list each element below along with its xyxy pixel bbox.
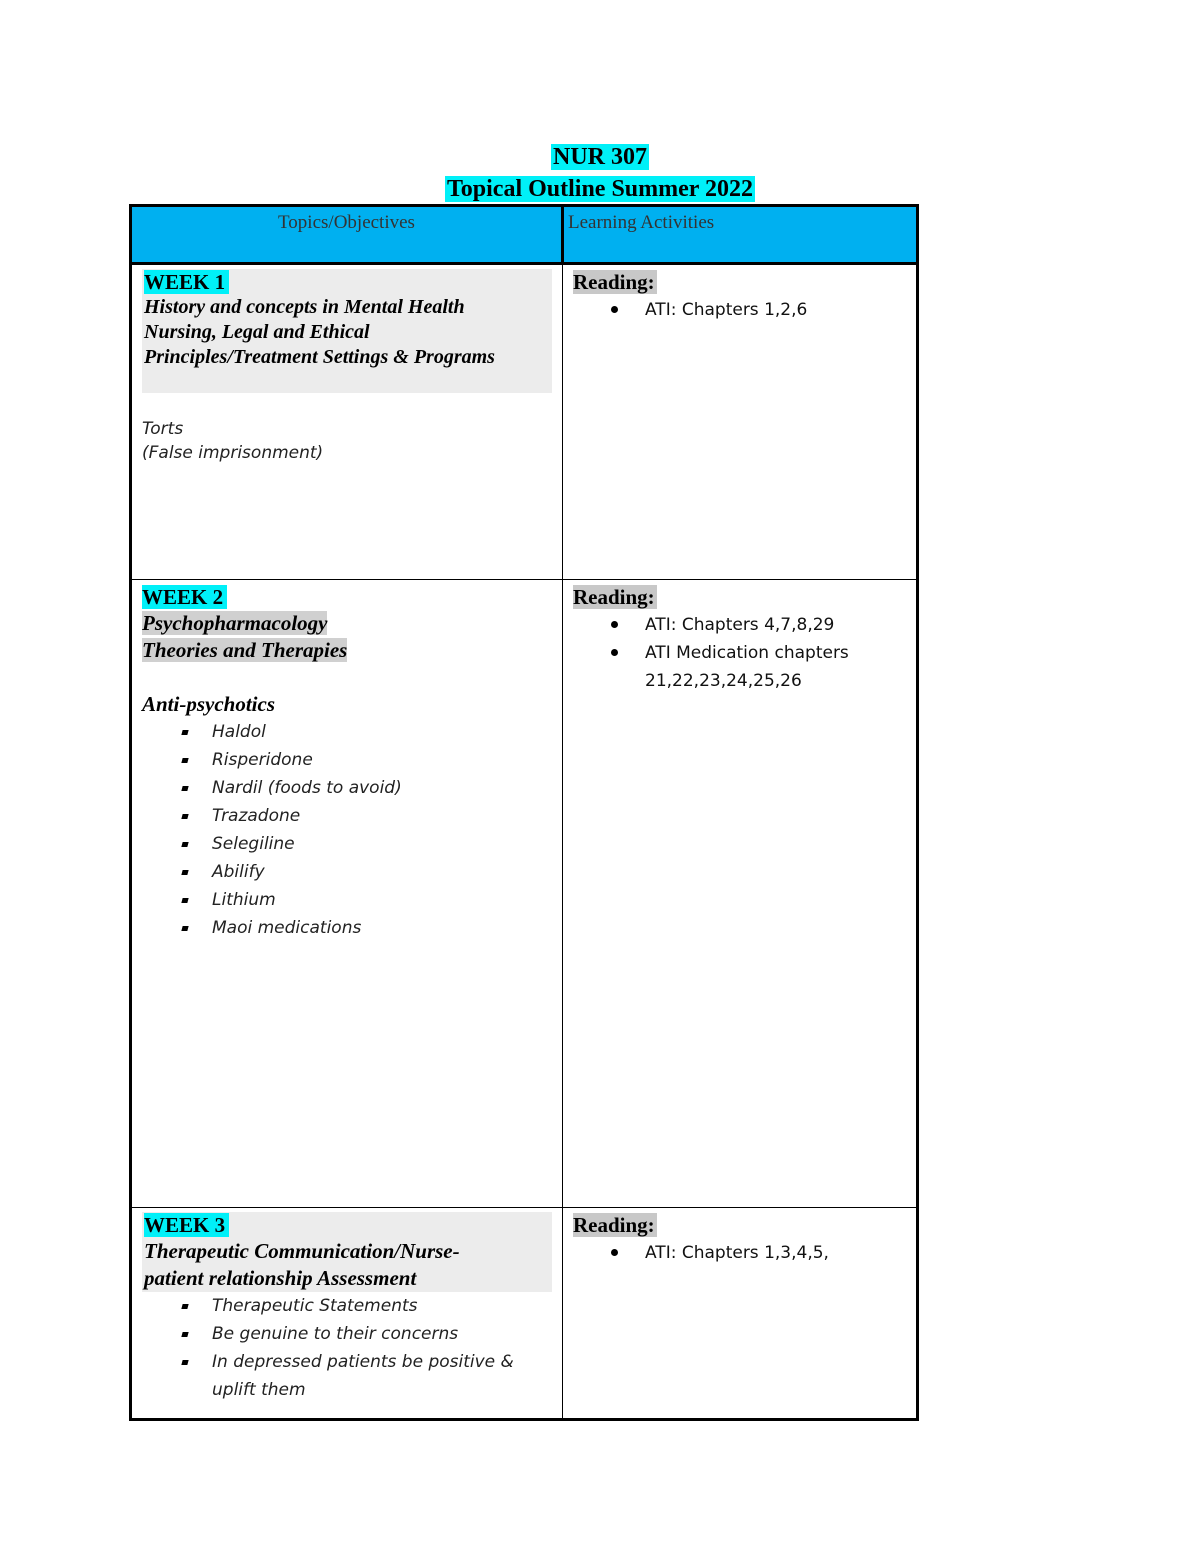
list-item: Risperidone [182,746,552,774]
week-1-topic-line: Nursing, Legal and Ethical [144,321,370,343]
week-2-topic-line: Psychopharmacology [142,611,328,635]
list-item: ATI: Chapters 4,7,8,29 [609,611,906,639]
week-1-reading-label: Reading: [573,270,655,294]
week-3-reading-list [573,1239,906,1267]
list-item: Nardil (foods to avoid) [182,774,552,802]
week-1-topic-line: Principles/Treatment Settings & Programs [144,346,495,368]
week-1-label: WEEK 1 [144,269,548,295]
week-3-topic-box [142,1212,552,1292]
week-3-topic-line: patient relationship Assessment [144,1266,417,1290]
list-item: Abilify [182,858,552,886]
table-header-row [131,206,918,264]
week-3-label: WEEK 3 [144,1212,548,1238]
table-row-week-3 [131,1208,918,1420]
list-item: In depressed patients be positive & uplift them [182,1348,552,1404]
week-3-item-list [142,1292,552,1404]
list-item: ATI Medication chapters 21,22,23,24,25,26 [609,639,906,695]
list-item: Be genuine to their concerns [182,1320,552,1348]
week-1-topics-cell [131,264,563,580]
week-2-activities-cell [563,580,918,1208]
outline-subtitle: Topical Outline Summer 2022 [446,176,754,202]
course-title: NUR 307 [553,144,647,170]
list-item: Haldol [182,718,552,746]
list-item: Lithium [182,886,552,914]
list-item: Maoi medications [182,914,552,942]
list-item: ATI: Chapters 1,3,4,5, [609,1239,906,1267]
week-1-note: Torts [142,419,184,439]
week-1-topic-box [142,269,552,393]
header-topics-objectives: Topics/Objectives [131,206,563,264]
header-learning-activities: Learning Activities [563,206,918,264]
week-1-reading-list [573,296,906,324]
week-2-subheading: Anti-psychotics [142,692,276,716]
topical-outline-table [129,204,919,1421]
week-2-medication-list [142,718,552,942]
week-1-activities-cell [563,264,918,580]
list-item: Selegiline [182,830,552,858]
list-item: Therapeutic Statements [182,1292,552,1320]
week-3-reading-label: Reading: [573,1213,655,1237]
list-item: Trazadone [182,802,552,830]
week-2-reading-list [573,611,906,695]
week-2-label: WEEK 2 [142,584,552,610]
week-3-topic-line: Therapeutic Communication/Nurse- [144,1239,460,1263]
week-3-topics-cell [131,1208,563,1420]
week-2-reading-label: Reading: [573,585,655,609]
table-row-week-1 [131,264,918,580]
week-2-topic-line: Theories and Therapies [142,638,348,662]
table-row-week-2 [131,580,918,1208]
list-item: ATI: Chapters 1,2,6 [609,296,906,324]
week-3-activities-cell [563,1208,918,1420]
week-1-topic-line: History and concepts in Mental Health [144,296,465,318]
week-1-note: (False imprisonment) [142,443,324,463]
week-2-topics-cell [131,580,563,1208]
